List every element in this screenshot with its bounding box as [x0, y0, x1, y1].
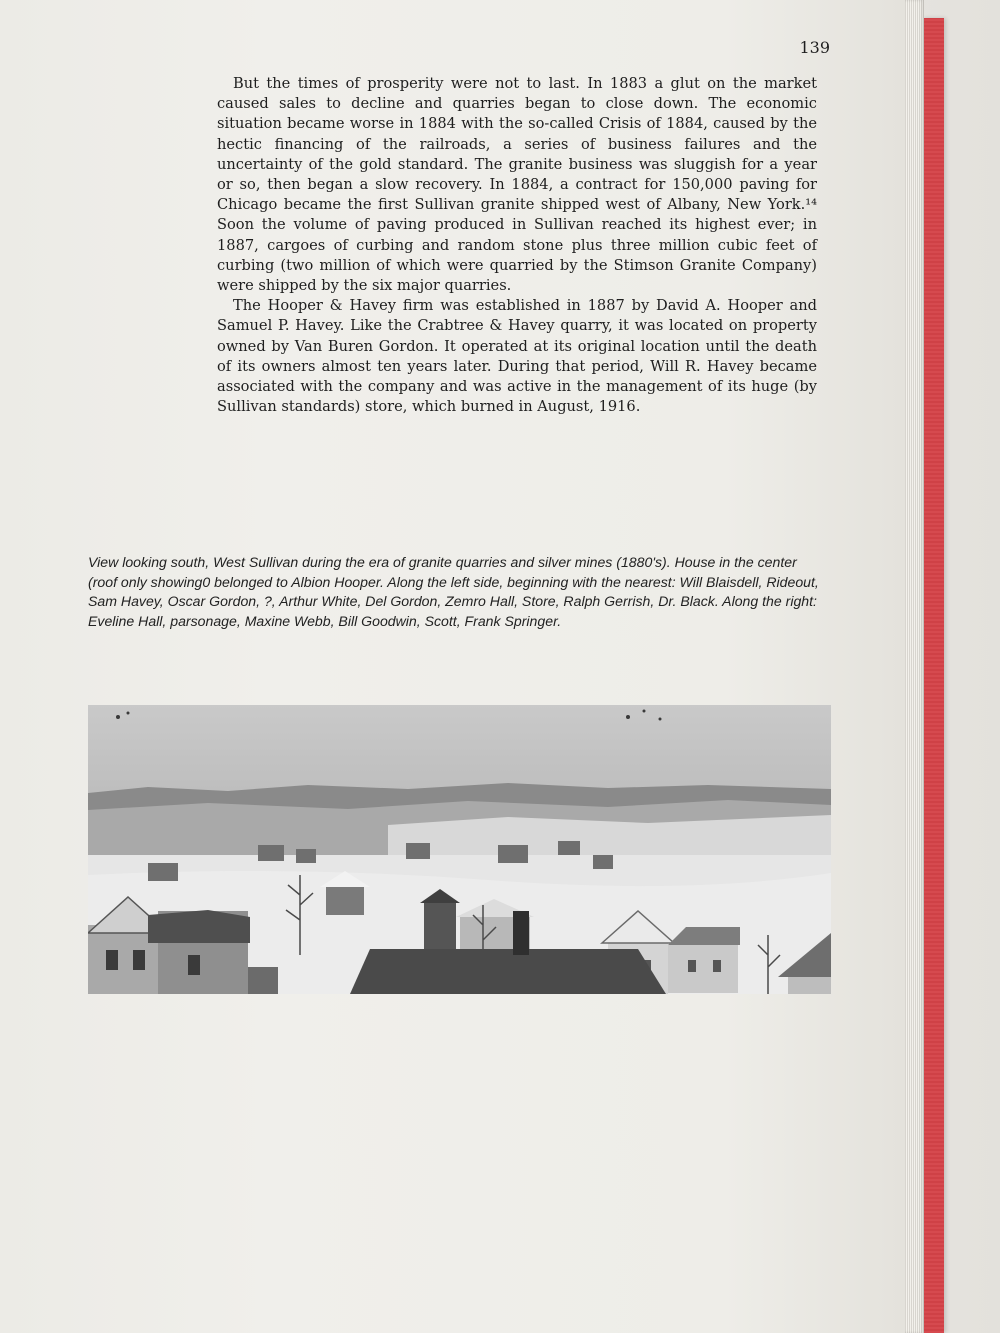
village-illustration: [88, 705, 831, 994]
paragraph-hooper-havey: The Hooper & Havey firm was established in 1887 by David A. Hooper and Samuel P. Havey. Like the Crabtree & Havey quarry, it was located on property owned by Van Buren Gordon. It operated at its original location until the death of its owners almost ten years later. During that period, Will R. Havey became associated with the company and was active in the management of its huge (by Sullivan standards) store, which burned in August, 1916.: [217, 297, 817, 416]
photo-caption: View looking south, West Sullivan during the era of granite quarries and silver mines (1880's). House in the center (roof only showing0 belonged to Albion Hooper. Along the left side, beginning with the nearest: Will Blaisdell, Rideout, Sam Havey, Oscar Gordon, ?, Arthur White, Del Gordon, Zemro Hall, Store, Ralph Gerrish, Dr. Black. Along the right: Eveline Hall, parsonage, Maxine Webb, Bill Goodwin, Scott, Frank Springer.: [88, 554, 819, 629]
historic-photo-west-sullivan: [88, 705, 831, 994]
chimney: [513, 911, 529, 955]
page-number: 139: [799, 38, 830, 57]
body-text: [217, 74, 817, 417]
book-cover-edge: [922, 18, 944, 1333]
paragraph-prosperity: But the times of prosperity were not to last. In 1883 a glut on the market caused sales to decline and quarries began to close down. The economic situation became worse in 1884 with the so-called Crisis of 1884, caused by the hectic financing of the railroads, a series of business failures and the uncertainty of the gold standard. The granite business was sluggish for a year or so, then began a slow recovery. In 1884, a contract for 150,000 paving for Chicago became the first Sullivan granite shipped west of Albany, New York.¹⁴ Soon the volume of paving produced in Sullivan reached its highest ever; in 1887, cargoes of curbing and random stone plus three million cubic feet of curbing (two million of which were quarried by the Stimson Granite Company) were shipped by the six major quarries.: [217, 75, 817, 295]
